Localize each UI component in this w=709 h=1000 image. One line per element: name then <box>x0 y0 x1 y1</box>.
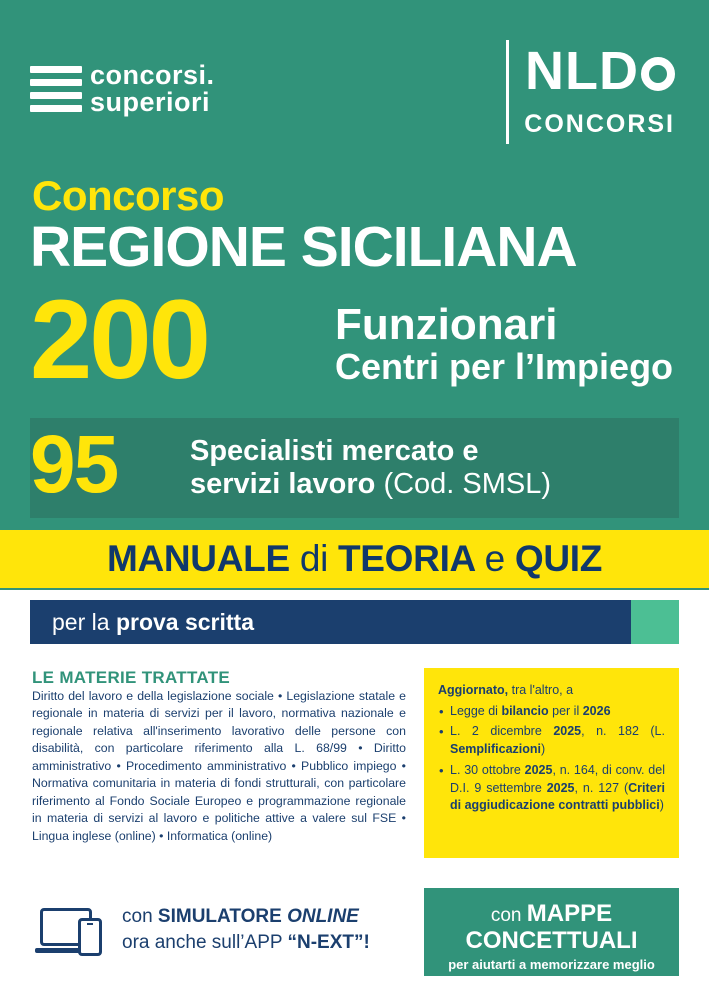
prova-scritta-bold: prova scritta <box>115 609 254 635</box>
simulator-italic: ONLINE <box>287 906 359 927</box>
offer-200-row <box>30 277 680 412</box>
publisher-logo-line2: superiori <box>90 87 211 117</box>
laptop-and-phone-icon <box>40 904 110 960</box>
offer-95-line2-bold: servizi lavoro <box>190 468 376 501</box>
simulator-prefix: con <box>122 906 158 927</box>
logos-row <box>0 40 709 150</box>
concept-maps-box <box>424 888 679 976</box>
subjects-heading: LE MATERIE TRATTATE <box>32 668 231 687</box>
offer-95-line2-light: (Cod. SMSL) <box>383 468 552 501</box>
simulator-block <box>32 898 412 968</box>
updates-heading-bold: Aggiornato, <box>438 683 509 697</box>
updates-heading-rest: tra l'altro, a <box>508 683 574 697</box>
banner-quiz: QUIZ <box>514 538 603 579</box>
maps-prefix: con <box>490 905 527 926</box>
maps-bold: MAPPE <box>526 900 613 927</box>
phone-icon <box>78 918 102 956</box>
subjects-body: Diritto del lavoro e della legislazione sociale • Legislazione statale e regionale in materia di servizi per il lavoro, normativa nazionale e regionale relativa all'inserimento lavorativo delle persone con disabilità, con particolare riferimento alla L. 68/99 • Diritto amministrativo • Procedimento amministrativo • Pubblico impiego • Normativa comunitaria in materia di fondi strutturali, con particolare riferimento al Fondo Sociale Europeo e programmazione regionale in materia di servizi al lavoro e politiche attive a valere sul FSE • Lingua inglese (online) • Informatica (online) <box>32 689 406 843</box>
offer-200-line1: Funzionari <box>335 300 558 349</box>
offer-200-line2: Centri per l’Impiego <box>335 346 674 388</box>
list-item: • Legge di bilancio per il 2026 <box>438 703 665 721</box>
prova-scritta-prefix: per la <box>52 609 116 635</box>
offer-95-text <box>190 435 551 502</box>
nld-ring-icon <box>641 57 675 91</box>
banner-manuale: MANUALE <box>106 538 290 579</box>
banner-di: di <box>299 538 329 579</box>
banner-teoria: TEORIA <box>338 538 475 579</box>
nld-logo-subtitle: CONCORSI <box>524 110 675 138</box>
simulator-bold: SIMULATORE <box>157 906 288 927</box>
banner-e: e <box>484 538 505 579</box>
offer-95-number: 95 <box>30 419 118 510</box>
nld-concorsi-logo <box>524 41 675 139</box>
updates-box <box>424 668 679 858</box>
nld-logo-text: NLD <box>525 41 639 101</box>
offer-95-line1: Specialisti mercato e <box>190 435 479 467</box>
updates-list <box>438 703 665 816</box>
offer-200-number: 200 <box>30 277 208 402</box>
publisher-logo-line1: concorsi. <box>90 60 215 90</box>
band-accent-block <box>631 600 679 644</box>
maps-line3: per aiutarti a memorizzare meglio <box>448 956 655 972</box>
logo-divider <box>506 40 509 144</box>
simulator-line2-prefix: ora anche sull’APP <box>122 931 288 953</box>
stacked-bars-logo-icon <box>30 66 82 112</box>
manuale-teoria-quiz-banner <box>0 530 709 588</box>
list-item: • L. 2 dicembre 2025, n. 182 (L. Semplificazioni) <box>438 723 665 759</box>
prova-scritta-band <box>30 600 679 644</box>
concorsi-superiori-logo <box>30 62 215 116</box>
title-kicker: Concorso <box>32 172 225 219</box>
page-title: REGIONE SICILIANA <box>30 215 577 279</box>
list-item: • L. 30 ottobre 2025, n. 164, di conv. del D.I. 9 settembre 2025, n. 127 (Criteri di aggiudicazione contratti pubblici) <box>438 762 665 815</box>
simulator-line2-bold: “N-EXT”! <box>287 931 370 953</box>
maps-line2: CONCETTUALI <box>465 926 638 954</box>
